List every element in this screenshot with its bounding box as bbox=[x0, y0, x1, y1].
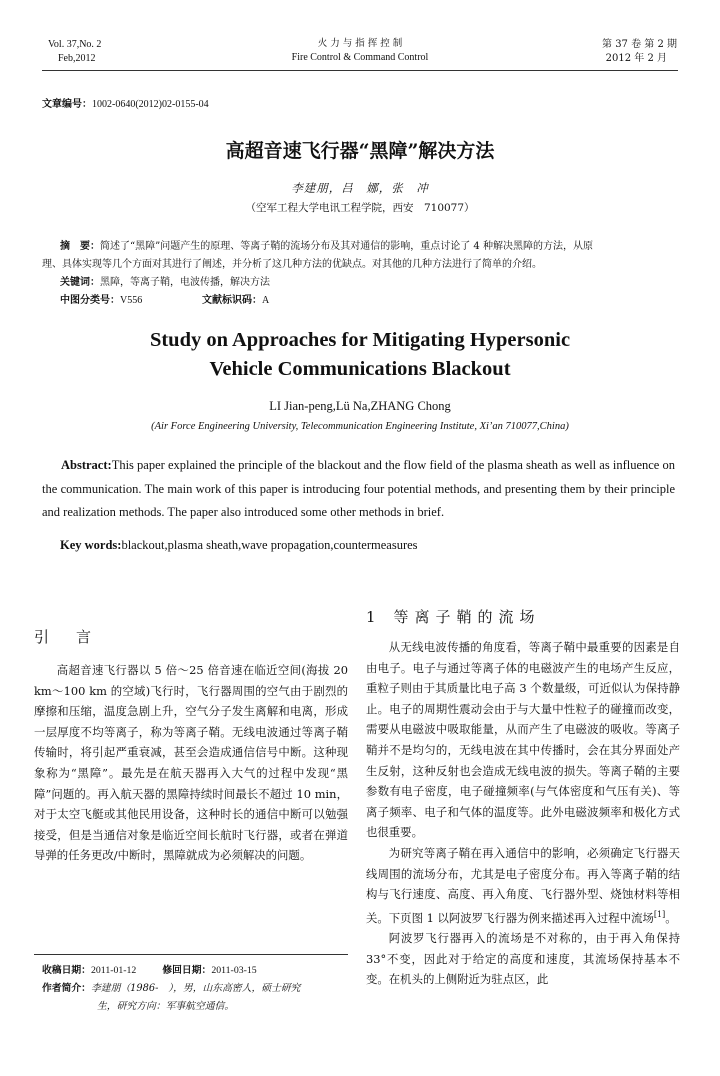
affiliation-en: (Air Force Engineering University, Telecommunication Engineering Institute, Xi’an 710077,China) bbox=[151, 421, 569, 432]
abstract-cn-label: 摘 要： bbox=[60, 241, 100, 252]
authors-en: LI Jian-peng,Lü Na,ZHANG Chong bbox=[269, 399, 451, 413]
section1-paragraph-2 bbox=[366, 843, 680, 928]
header-date-cn: 2012 年 2 月 bbox=[605, 53, 667, 64]
article-number-value: 1002-0640(2012)02-0155-04 bbox=[92, 99, 209, 110]
page-title-cn: 高超音速飞行器“黑障”解决方法 bbox=[225, 140, 495, 162]
revised-date: 2011-03-15 bbox=[211, 965, 257, 976]
keywords-en bbox=[60, 538, 418, 553]
authors-cn: 李建朋，吕 娜，张 冲 bbox=[291, 181, 429, 195]
intro-heading: 引 言 bbox=[34, 628, 98, 646]
clc-label: 中图分类号： bbox=[60, 295, 120, 306]
doc-code-value: A bbox=[262, 295, 270, 306]
footnote-bio-line1 bbox=[42, 980, 300, 997]
received-label: 收稿日期： bbox=[42, 965, 91, 976]
keywords-en-value: blackout,plasma sheath,wave propagation,countermeasures bbox=[121, 538, 418, 552]
abstract-cn-text-1: 简述了“黑障”问题产生的原理、等离子鞘的流场分布及其对通信的影响，重点讨论了 4 种解决黑障的方法，从原 bbox=[100, 241, 593, 252]
citation-ref: [1] bbox=[653, 909, 666, 919]
header-journal-cn: 火 力 与 指 挥 控 制 bbox=[317, 38, 403, 49]
section1-paragraph-2-end: 。 bbox=[665, 910, 677, 925]
bio-label: 作者简介： bbox=[42, 983, 91, 994]
clc-number bbox=[60, 292, 142, 310]
received-date: 2011-01-12 bbox=[90, 965, 137, 976]
header-date: Feb,2012 bbox=[58, 53, 96, 64]
abstract-en bbox=[42, 454, 675, 525]
section1-paragraph-2-text: 为研究等离子鞘在再入通信中的影响，必须确定飞行器天线周围的流场分布，尤其是电子密度分布。再入等离子鞘的结构与飞行速度、高度、再入角度、飞行器外型、烧蚀材料等相关。下页图 1 以阿波罗飞行器为例来描述再入过程中流场 bbox=[366, 845, 680, 925]
keywords-cn bbox=[60, 274, 270, 292]
header-volume: Vol. 37,No. 2 bbox=[48, 39, 102, 50]
abstract-en-text: This paper explained the principle of the blackout and the flow field of the plasma sheath as well as influence on the communication. The main work of this paper is introducing four potential methods, and presenting them by their principle and realization methods. The paper also introduced some other methods in brief. bbox=[42, 458, 675, 519]
section1-paragraph-1: 从无线电波传播的角度看，等离子鞘中最重要的因素是自由电子。电子与通过等离子体的电磁波产生的电场产生反应，重粒子则由于其质量比电子高 3 个数量级，可近似认为保持静止。电子的周期性震动会由于与大量中性粒子的碰撞而改变，需要从电磁波中吸取能量，从而产生了电磁波的吸收。等离子鞘并不是均匀的，无线电波在其中传播时，会在其分界面处产生反射，这种反射也会造成无线电波的损失。等离子鞘的主要参数有电子密度，电子碰撞频率(与气体密度和气压有关)、等离子频率、电子和气体的温度等。此外电磁波频率和极化方式也很重要。 bbox=[366, 640, 680, 840]
article-number-label: 文章编号： bbox=[42, 99, 92, 110]
abstract-cn-line2: 理、具体实现等几个方面对其进行了阐述，并分析了这几种方法的优缺点。对其他的几种方法进行了简单的介绍。 bbox=[42, 259, 542, 270]
header-journal-en: Fire Control & Command Control bbox=[291, 52, 429, 63]
header-rule bbox=[42, 70, 678, 71]
footnote-bio-line2: 生，研究方向：军事航空通信。 bbox=[97, 1001, 235, 1012]
footnote-dates bbox=[42, 962, 257, 979]
footnote-rule bbox=[34, 954, 348, 955]
section1-body bbox=[366, 637, 680, 990]
page-title-en-line2: Vehicle Communications Blackout bbox=[209, 358, 511, 380]
section1-title: 等离子鞘的流场 bbox=[393, 608, 541, 626]
doc-code-label: 文献标识码： bbox=[202, 295, 262, 306]
article-number bbox=[42, 96, 209, 114]
intro-body bbox=[34, 660, 348, 866]
keywords-cn-label: 关键词： bbox=[60, 277, 100, 288]
keywords-cn-value: 黑障，等离子鞘，电波传播，解决方法 bbox=[100, 277, 270, 288]
clc-value: V556 bbox=[120, 295, 143, 306]
abstract-en-label: Abstract: bbox=[61, 458, 112, 472]
abstract-cn-line1 bbox=[60, 238, 678, 256]
intro-paragraph: 高超音速飞行器以 5 倍～25 倍音速在临近空间(海拔 20 km～100 km 的空域)飞行时，飞行器周围的空气由于剧烈的摩擦和压缩，温度急剧上升，空气分子发生离解和电离，形成一层厚度不均等离子，称为等离子鞘。无线电波通过等离子鞘传输时，将引起严重衰减，甚至会造成通信信号中断。这种现象称为“黑障”。最先是在航天器再入大气的过程中发现“黑障”问题的。再入航天器的黑障持续时间最长不超过 10 min，对于太空飞艇或其他民用设备，这种时长的通信中断可以勉强接受，但是当通信对象是临近空间长航时飞行器，或者在弹道导弹的任务更改/中断时，黑障就成为必须解决的问题。 bbox=[34, 663, 348, 863]
section1-number: 1 bbox=[366, 608, 376, 626]
section1-heading bbox=[366, 606, 541, 627]
affiliation-cn: （空军工程大学电讯工程学院，西安 710077） bbox=[245, 202, 475, 214]
keywords-en-label: Key words: bbox=[60, 538, 122, 552]
header-volume-cn: 第 37 卷 第 2 期 bbox=[602, 39, 677, 50]
section1-paragraph-3: 阿波罗飞行器再入的流场是不对称的，由于再入角保持 33°不变，因此对于给定的高度和速度，其流场保持基本不变。在机头的上侧附近为驻点区，此 bbox=[366, 931, 680, 987]
page-title-en-line1: Study on Approaches for Mitigating Hypersonic bbox=[149, 329, 571, 351]
revised-label: 修回日期： bbox=[162, 965, 212, 976]
bio-text-1: 李建朋（1986- ），男，山东高密人，硕士研究 bbox=[90, 983, 301, 994]
doc-code bbox=[202, 292, 269, 310]
